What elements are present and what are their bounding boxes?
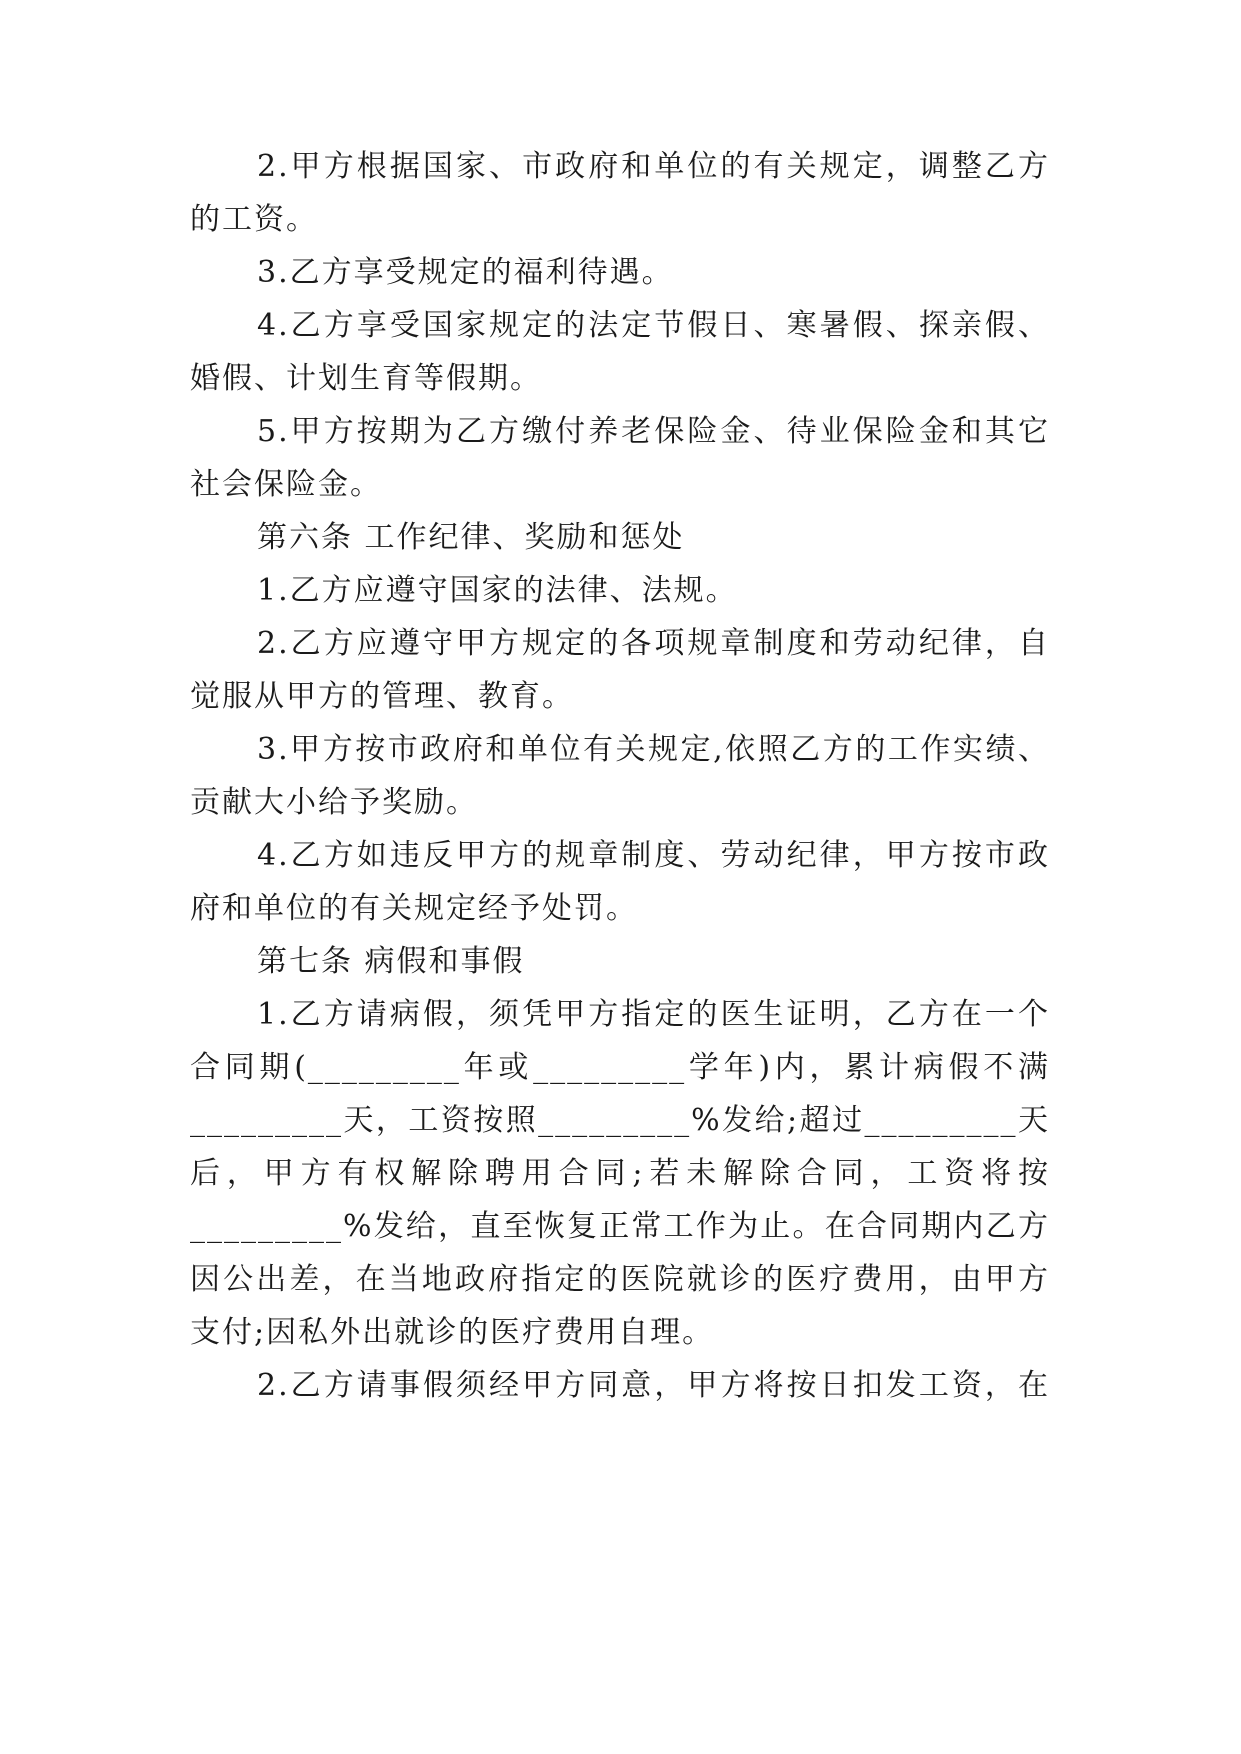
- paragraph-line: 因公出差，在当地政府指定的医院就诊的医疗费用，由甲方: [190, 1262, 1050, 1297]
- paragraph-line: 3.甲方按市政府和单位有关规定,依照乙方的工作实绩、: [257, 732, 1050, 767]
- paragraph-line: 2.乙方请事假须经甲方同意，甲方将按日扣发工资，在: [257, 1368, 1050, 1403]
- paragraph-line: _________天，工资按照_________%发给;超过_________天: [190, 1103, 1050, 1138]
- paragraph-line: 合同期(_________年或_________学年)内，累计病假不满: [190, 1050, 1050, 1085]
- paragraph-line: 的工资。: [190, 202, 318, 237]
- paragraph-line: 支付;因私外出就诊的医疗费用自理。: [190, 1315, 715, 1350]
- paragraph-line: 贡献大小给予奖励。: [190, 785, 478, 820]
- section-heading: 第六条 工作纪律、奖励和惩处: [257, 520, 685, 555]
- paragraph-line: 4.乙方如违反甲方的规章制度、劳动纪律，甲方按市政: [257, 838, 1050, 873]
- paragraph-line: 2.甲方根据国家、市政府和单位的有关规定，调整乙方: [257, 149, 1050, 184]
- paragraph-line: 1.乙方请病假，须凭甲方指定的医生证明，乙方在一个: [257, 997, 1050, 1032]
- paragraph-line: 1.乙方应遵守国家的法律、法规。: [257, 573, 738, 608]
- section-heading: 第七条 病假和事假: [257, 944, 525, 979]
- paragraph-line: 5.甲方按期为乙方缴付养老保险金、待业保险金和其它: [257, 414, 1050, 449]
- paragraph-line: 社会保险金。: [190, 467, 382, 502]
- paragraph-line: _________%发给，直至恢复正常工作为止。在合同期内乙方: [190, 1209, 1050, 1244]
- paragraph-line: 婚假、计划生育等假期。: [190, 361, 542, 396]
- paragraph-line: 3.乙方享受规定的福利待遇。: [257, 255, 674, 290]
- paragraph-line: 4.乙方享受国家规定的法定节假日、寒暑假、探亲假、: [257, 308, 1050, 343]
- paragraph-line: 府和单位的有关规定经予处罚。: [190, 891, 638, 926]
- paragraph-line: 觉服从甲方的管理、教育。: [190, 679, 574, 714]
- paragraph-line: 后，甲方有权解除聘用合同;若未解除合同，工资将按: [190, 1156, 1050, 1191]
- paragraph-line: 2.乙方应遵守甲方规定的各项规章制度和劳动纪律，自: [257, 626, 1050, 661]
